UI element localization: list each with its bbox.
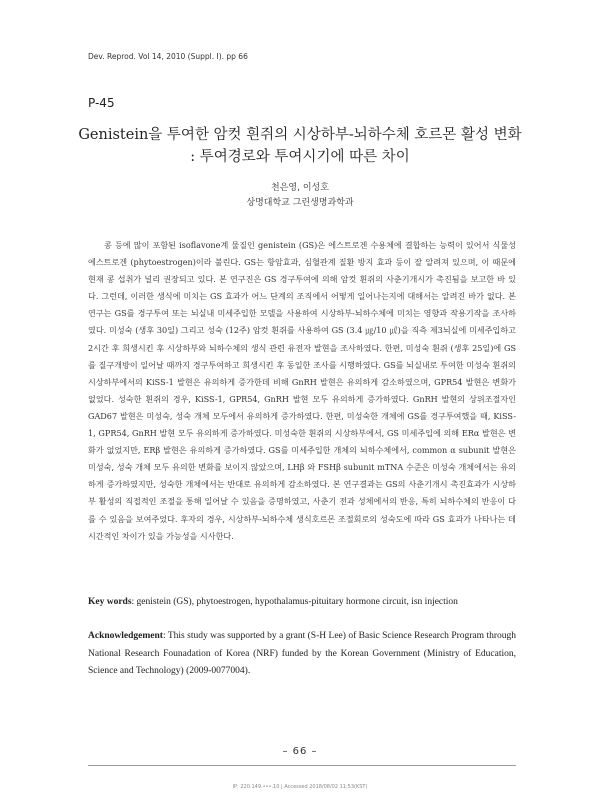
- title-line-1: Genistein을 투여한 암컷 흰쥐의 시상하부-뇌하수체 호르몬 활성 변화: [78, 127, 522, 143]
- acknowledgement-label: Acknowledgement: [88, 631, 163, 641]
- abstract: [88, 237, 516, 545]
- abstract-text: 콩 등에 많이 포함된 isoflavone계 물질인 genistein (GS)은 에스트로겐 수용체에 결합하는 능력이 있어서 식물성 에스트로겐 (phytoestrogen)이라 불린다. GS는 항암효과, 심혈관계 질환 방지 효과 등이 잘 알려져 있으며, 이 때문에 현재 콩 섭취가 널리 권장되고 있다. 본 연구진은 GS 경구투여에 의해 암컷 흰쥐의 사춘기개시가 촉진됨을 보고한 바 있다. 그런데, 이러한 생식에 미치는 GS 효과가 어느 단계의 조직에서 어떻게 일어나는지에 대해서는 알려진 바가 없다. 본 연구는 GS를 경구투여 또는 뇌실내 미세주입한 모델을 사용하여 시상하부-뇌하수체에 미치는 영향과 작용기작을 조사하였다. 미성숙 (생후 30일) 그리고 성숙 (12주) 암컷 흰쥐를 사용하여 GS (3.4 ㎍/10 ㎕)을 직측 제3뇌실에 미세주입하고 2시간 후 희생시킨 후 시상하부와 뇌하수체의 생식 관련 유전자 발현을 조사하였다. 한편, 미성숙 흰쥐 (생후 25일)에 GS를 질구개방이 일어날 때까지 경구투여하고 희생시킨 후 동일한 조사를 시행하였다. GS를 뇌실내로 투여한 미성숙 흰쥐의 시상하부에서의 KiSS-1 발현은 유의하게 증가한데 비해 GnRH 발현은 유의하게 감소하였으며, GPR54 발현은 변화가 없었다. 성숙한 흰쥐의 경우, KiSS-1, GPR54, GnRH 발현 모두 유의하게 증가하였다. GnRH 발현의 상위조절자인 GAD67 발현은 미성숙, 성숙 개체 모두에서 유의하게 증가하였다. 한편, 미성숙한 개체에 GS를 경구투여했을 때, KiSS-1, GPR54, GnRH 발현 모두 유의하게 증가하였다. 미성숙한 흰쥐의 시상하부에서, GS 미세주입에 의해 ERα 발현은 변화가 없었지만, ERβ 발현은 유의하게 증가하였다. GS를 미세주입한 개체의 뇌하수체에서, common α subunit 발현은 미성숙, 성숙 개체 모두 유의한 변화를 보이지 않았으며, LHβ 와 FSHβ subunit mTNA 수준은 미성숙 개체에서는 유의하게 증가하였지만, 성숙한 개체에서는 반대로 유의하게 감소하였다. 본 연구결과는 GS의 사춘기개시 촉진효과가 시상하부 활성의 직접적인 조절을 통해 일어날 수 있음을 증명하였고, 사춘기 전과 성체에서의 반응, 특히 뇌하수체의 반응이 다를 수 있음을 보여주었다. 후자의 경우, 시상하부-뇌하수체 생식호르몬 조절회로의 성숙도에 따라 GS 효과가 나타나는 데 시간적인 차이가 있을 가능성을 시사한다.: [88, 240, 516, 541]
- page-number: – 66 –: [282, 746, 318, 757]
- footer-rule: [88, 765, 516, 766]
- acknowledgement-text: : This study was supported by a grant (S-H Lee) of Basic Science Research Program through National Research Founadation of Korea (NRF) funded by the Korean Government (Ministry of Education, Science and Technology) (2009-0077004).: [88, 631, 516, 676]
- section-label: P-45: [88, 96, 115, 110]
- acknowledgement: [88, 628, 516, 681]
- keywords-text: : genistein (GS), phytoestrogen, hypothalamus-pituitary hormone circuit, isn injection: [131, 597, 458, 607]
- keywords-label: Key words: [88, 597, 132, 607]
- title-line-2: : 투여경로와 투여시기에 따른 차이: [190, 149, 410, 165]
- download-stamp: IP: 220.149.•••.10 | Accessed 2018/08/02 11:53(KST): [232, 784, 368, 790]
- affiliation: 상명대학교 그린생명과학과: [246, 198, 354, 208]
- running-header: Dev. Reprod. Vol 14, 2010 (Suppl. I). pp 66: [88, 52, 248, 61]
- keywords: [88, 595, 516, 609]
- paper-title: [70, 124, 530, 168]
- authors: 천은영, 이성호: [271, 183, 329, 193]
